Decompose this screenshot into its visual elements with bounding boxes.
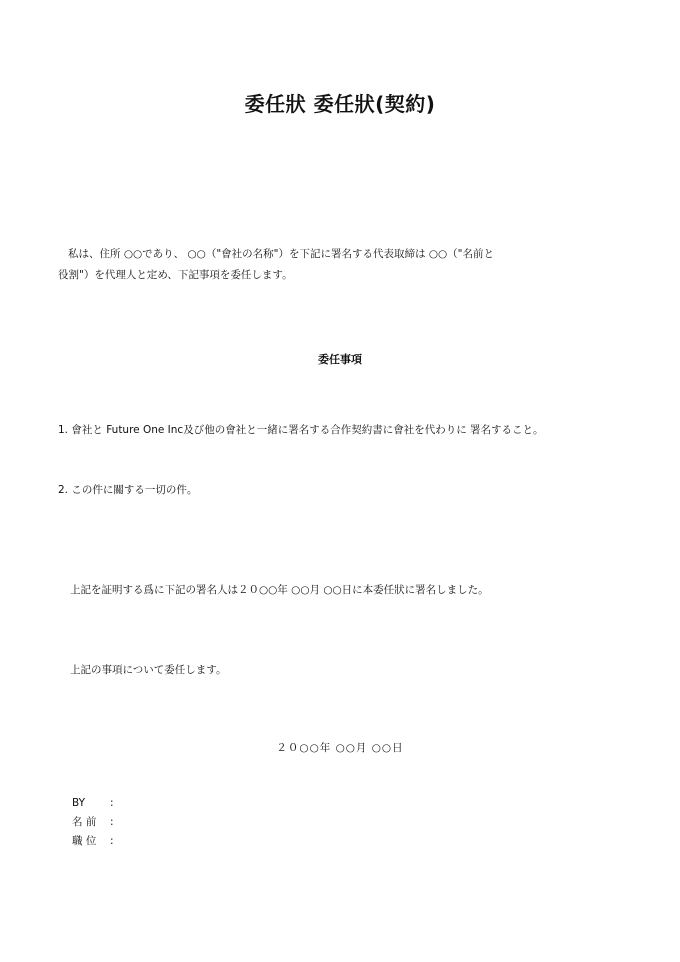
signature-by-colon: :	[110, 797, 114, 809]
document-title: 委任狀 委任狀(契約)	[244, 92, 436, 116]
intro-line-2: 役割"）を代理人と定め、下記事項を委任します。	[58, 269, 293, 281]
list-item: 2. この件に關する一切の件。	[58, 484, 198, 496]
signature-title-label: 職 位	[72, 835, 97, 847]
signature-title-line	[72, 833, 114, 850]
signature-name-label: 名 前	[72, 816, 97, 828]
list-item: 1. 會社と Future One Inc及び他の會社と一緒に署名する合作契約書に會社を代わりに 署名すること。	[58, 424, 544, 436]
proof-statement: 上記を証明する爲に下記の署名人は２０○○年 ○○月 ○○日に本委任狀に署名しました。	[70, 584, 489, 596]
signature-name-colon: :	[110, 816, 114, 828]
signature-name-line	[72, 814, 114, 831]
signing-date: ２０○○年 ○○月 ○○日	[276, 742, 404, 754]
entrust-statement: 上記の事項について委任します。	[70, 664, 227, 676]
intro-line-1: 私は、住所 ○○であり、 ○○（"會社の名称"）を下記に署名する代表取締は ○○（"名前と	[68, 248, 494, 260]
intro-paragraph	[58, 244, 648, 286]
signature-by-label: BY	[72, 797, 86, 809]
signature-title-colon: :	[110, 835, 114, 847]
section-heading: 委任事項	[318, 353, 362, 366]
signature-by-line	[72, 795, 114, 812]
